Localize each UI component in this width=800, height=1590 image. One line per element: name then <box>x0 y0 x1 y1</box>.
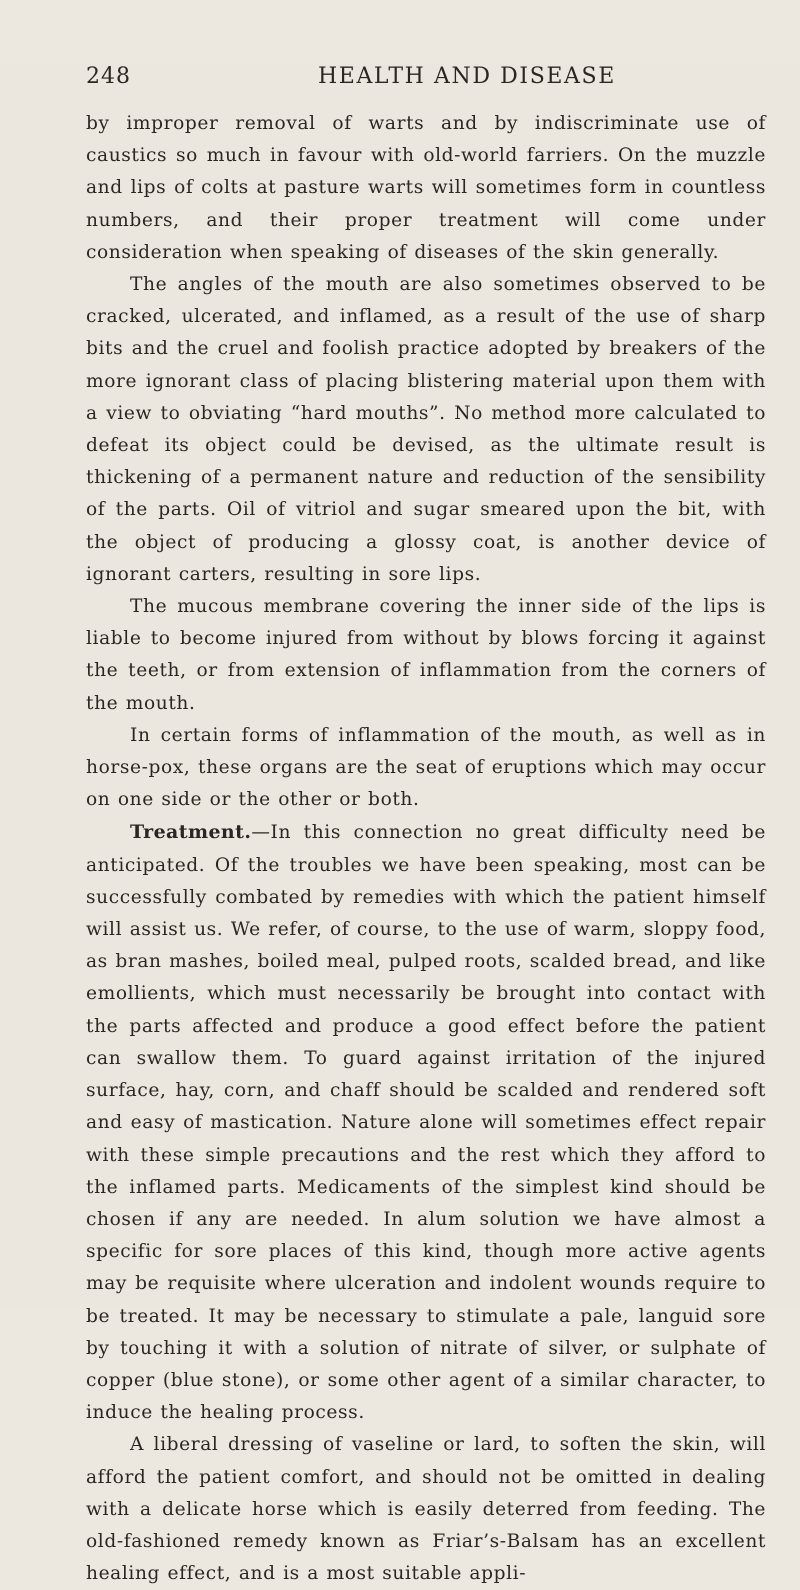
paragraph-text: The mucous membrane covering the inner side of the lips is liable to become injured from without by blows forcing it against the teeth, or from extension of inflammation from the corners of the mouth. <box>86 596 766 714</box>
paragraph <box>86 1429 766 1590</box>
paragraph <box>86 108 766 269</box>
paragraph-text: A liberal dressing of vaseline or lard, to soften the skin, will afford the patient comfort, and should not be omitted in dealing with a delicate horse which is easily deterred from feeding. The old-fashioned remedy known as Friar’s-Balsam has an excellent healing effect, and is a most suitable appli- <box>86 1434 766 1585</box>
paragraph-treatment <box>86 816 766 1429</box>
section-heading: Treatment. <box>130 821 252 844</box>
page-number: 248 <box>86 64 131 89</box>
paragraph-text: The angles of the mouth are also sometimes observed to be cracked, ulcerated, and inflamed, as a result of the use of sharp bits and the cruel and foolish practice adopted by breakers of the more ignorant class of placing blistering material upon them with a view to obviating “hard mouths”. No method more calculated to defeat its object could be devised, as the ultimate result is thickening of a permanent nature and reduction of the sensibility of the parts. Oil of vitriol and sugar smeared upon the bit, with the object of producing a glossy coat, is another device of ignorant carters, resulting in sore lips. <box>86 274 766 585</box>
paragraph <box>86 720 766 817</box>
paragraph-text: In certain forms of inflammation of the mouth, as well as in horse-pox, these organs are the seat of eruptions which may occur on one side or the other or both. <box>86 724 766 811</box>
paragraph-text: by improper removal of warts and by indiscriminate use of caustics so much in favour with old-world farriers. On the muzzle and lips of colts at pasture warts will sometimes form in countless numbers, and their proper treatment will come under consideration when speaking of diseases of the skin generally. <box>86 113 766 263</box>
book-page <box>0 64 800 1585</box>
paragraph <box>86 269 766 591</box>
paragraph-text: —In this connection no great difficulty need be anticipated. Of the troubles we have been speaking, most can be successfully combated by remedies with which the patient himself will assist us. We refer, of course, to the use of warm, sloppy food, as bran mashes, boiled meal, pulped roots, scalded bread, and like emollients, which must necessarily be brought into contact with the parts affected and produce a good effect before the patient can swallow them. To guard against irritation of the injured surface, hay, corn, and chaff should be scalded and rendered soft and easy of mastication. Nature alone will sometimes effect repair with these simple precautions and the rest which they afford to the inflamed parts. Medicaments of the simplest kind should be chosen if any are needed. In alum solution we have almost a specific for sore places of this kind, though more active agents may be requisite where ulceration and indolent wounds require to be treated. It may be necessary to stimulate a pale, languid sore by touching it with a solution of nitrate of silver, or sulphate of copper (blue stone), or some other agent of a similar character, to induce the healing process. <box>86 822 766 1424</box>
running-head <box>86 64 766 104</box>
running-title: HEALTH AND DISEASE <box>318 64 616 89</box>
body-text <box>86 108 766 1590</box>
paragraph <box>86 591 766 720</box>
